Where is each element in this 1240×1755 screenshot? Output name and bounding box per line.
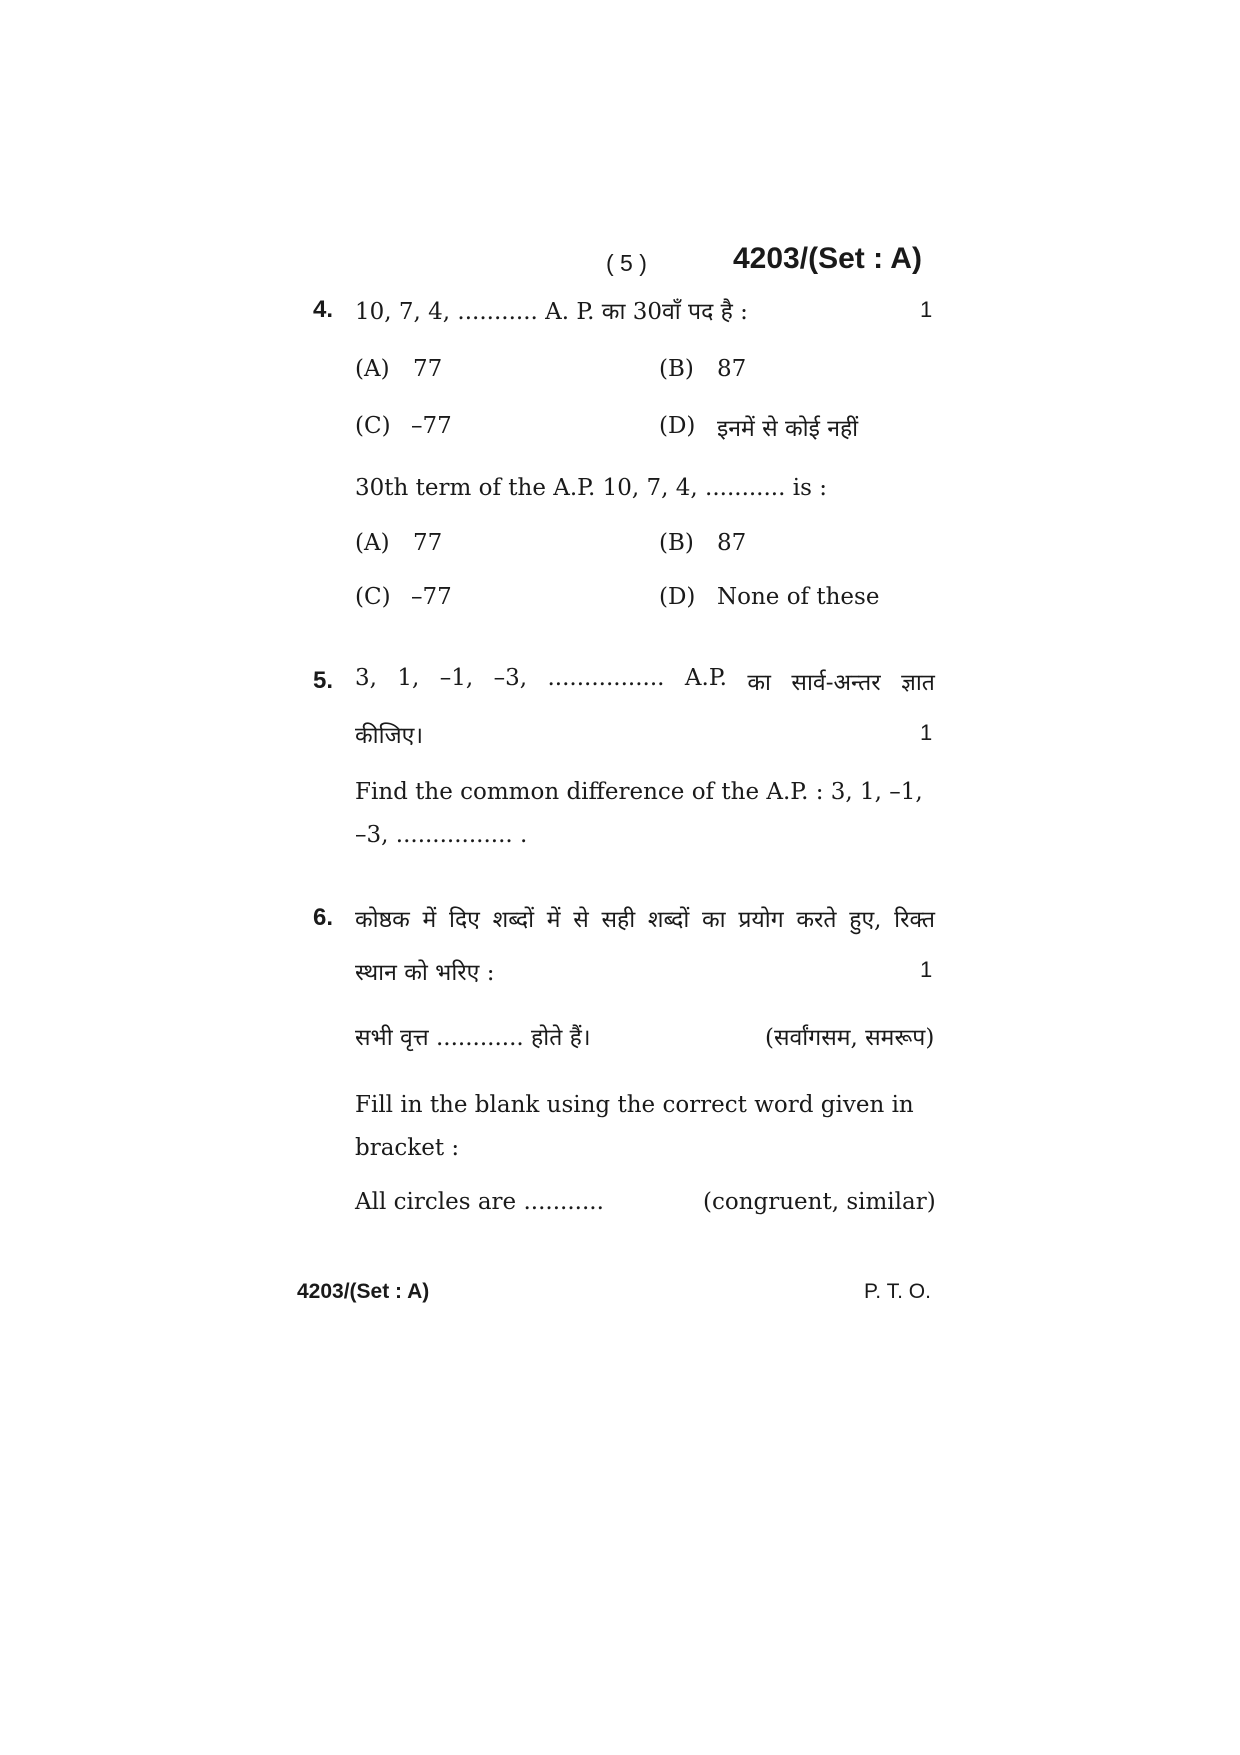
- word: A.P.: [684, 665, 727, 691]
- option-value: 77: [413, 356, 443, 382]
- word: में: [546, 907, 561, 933]
- question-stem-hindi-line1: [355, 665, 935, 697]
- word: रिक्त: [894, 907, 935, 933]
- question-stem-hindi-line2: कीजिए।: [355, 723, 424, 749]
- option-value: 77: [413, 530, 443, 556]
- question-stem-hindi-line2: स्थान को भरिए :: [355, 960, 495, 986]
- question-stem-english-line1: Fill in the blank using the correct word given in: [355, 1092, 914, 1118]
- word: 1,: [397, 665, 420, 691]
- fill-sentence-hindi: सभी वृत्त ............ होते हैं।: [355, 1025, 591, 1051]
- word: ................: [547, 665, 665, 691]
- word: शब्दों: [492, 907, 535, 933]
- question-stem-english-line2: bracket :: [355, 1135, 460, 1161]
- option-label: (B): [659, 530, 694, 556]
- option-value: 87: [717, 356, 747, 382]
- option-value: –77: [411, 413, 452, 439]
- word: –3,: [493, 665, 528, 691]
- marks: 1: [920, 720, 933, 745]
- pto-label: P. T. O.: [864, 1280, 931, 1303]
- marks: 1: [920, 957, 933, 982]
- question-number: 4.: [313, 296, 334, 323]
- option-label: (C): [355, 413, 391, 439]
- word: सार्व-अन्तर: [791, 670, 881, 696]
- option-value: 87: [717, 530, 747, 556]
- question-stem-hindi: 10, 7, 4, ........... A. P. का 30वाँ पद है :: [355, 299, 748, 325]
- paper-code-header: 4203/(Set : A): [733, 242, 922, 275]
- option-label: (B): [659, 356, 694, 382]
- word: –1,: [439, 665, 474, 691]
- question-stem-hindi-line1: [355, 902, 935, 934]
- option-value: –77: [411, 584, 452, 610]
- option-label: (C): [355, 584, 391, 610]
- question-stem-english-line1: Find the common difference of the A.P. : 3, 1, –1,: [355, 779, 923, 805]
- word: कोष्ठक: [355, 907, 410, 933]
- word: प्रयोग: [738, 907, 784, 933]
- question-number: 6.: [313, 904, 334, 931]
- word: दिए: [448, 907, 480, 933]
- word: 3,: [355, 665, 377, 691]
- paper-code-footer: 4203/(Set : A): [297, 1280, 430, 1303]
- option-label: (A): [355, 530, 390, 556]
- word: करते: [796, 907, 837, 933]
- word-choices-english: (congruent, similar): [703, 1189, 936, 1215]
- question-stem-english-line2: –3, ................ .: [355, 822, 528, 848]
- option-label: (D): [659, 584, 696, 610]
- word: सही: [601, 907, 636, 933]
- marks: 1: [920, 297, 933, 322]
- option-value: इनमें से कोई नहीं: [717, 416, 859, 442]
- word: का: [747, 670, 771, 696]
- word: शब्दों: [647, 907, 690, 933]
- word: में: [422, 907, 437, 933]
- option-label: (D): [659, 413, 696, 439]
- word: से: [573, 907, 589, 933]
- word: हुए,: [849, 907, 882, 933]
- fill-sentence-english: All circles are ...........: [355, 1189, 604, 1215]
- question-number: 5.: [313, 667, 334, 694]
- page-number: ( 5 ): [606, 250, 647, 276]
- word-choices-hindi: (सर्वांगसम, समरूप): [765, 1025, 935, 1051]
- word: ज्ञात: [901, 670, 935, 696]
- option-value: None of these: [717, 584, 880, 610]
- word: का: [702, 907, 726, 933]
- option-label: (A): [355, 356, 390, 382]
- question-stem-english: 30th term of the A.P. 10, 7, 4, ........... is :: [355, 475, 827, 501]
